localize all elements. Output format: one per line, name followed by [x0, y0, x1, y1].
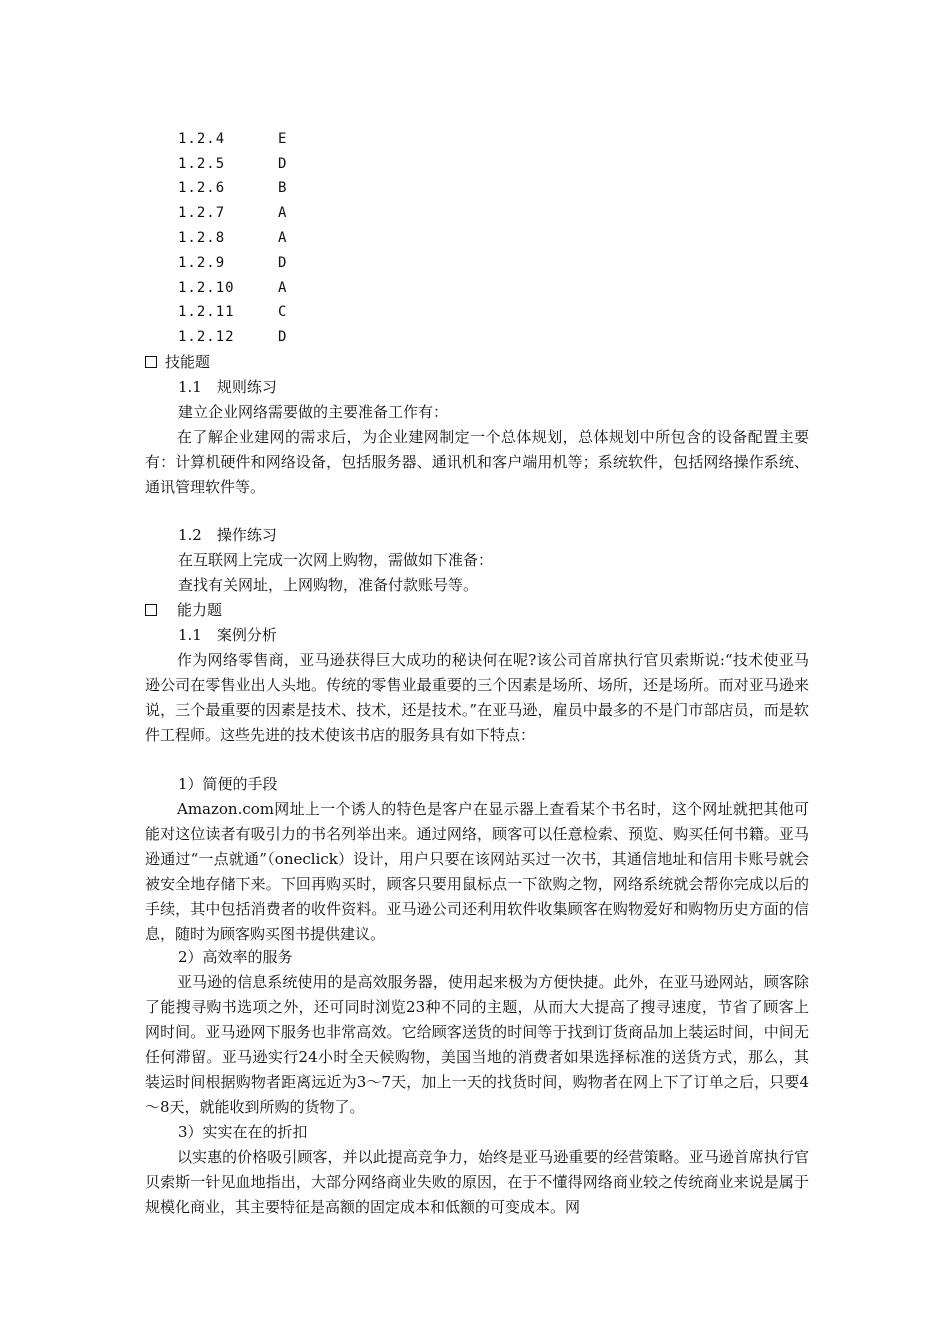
answer-row	[178, 251, 378, 276]
paragraph: 亚马逊的信息系统使用的是高效服务器，使用起来极为方便快捷。此外，在亚马逊网站，顾客除了能搜寻购书选项之外，还可同时浏览23种不同的主题，从而大大提高了搜寻速度，节省了顾客上网时间。亚马逊网下服务也非常高效。它给顾客送货的时间等于找到订货商品加上装运时间，中间无任何滞留。亚马逊实行24小时全天候购物，美国当地的消费者如果选择标准的送货方式，那么，其装运时间根据购物者距离远近为3～7天，加上一天的找货时间，购物者在网上下了订单之后，只要4～8天，就能收到所购的货物了。	[145, 973, 809, 1116]
answer-row	[178, 201, 378, 226]
subsection-title: 1.2 操作练习	[178, 526, 277, 544]
answer-number: 1.2.7	[178, 205, 226, 221]
intro-text: 建立企业网络需要做的主要准备工作有：	[178, 403, 449, 421]
intro-text: 在互联网上完成一次网上购物，需做如下准备：	[178, 551, 494, 569]
answer-value: A	[278, 280, 287, 296]
answer-value: D	[278, 156, 287, 172]
section-heading-ability	[145, 598, 222, 623]
section-heading-text: 能力题	[177, 601, 223, 619]
answer-value: D	[278, 255, 287, 271]
answer-number: 1.2.9	[178, 255, 226, 271]
checkbox-icon	[145, 356, 157, 368]
answer-number: 1.2.4	[178, 131, 226, 147]
section-heading-text: 技能题	[165, 353, 211, 371]
answer-row	[178, 176, 378, 201]
answer-value: B	[278, 180, 287, 196]
answer-value: A	[278, 230, 287, 246]
answer-value: D	[278, 329, 287, 345]
subsection-title: 1.1 案例分析	[178, 626, 277, 644]
answer-value: A	[278, 205, 287, 221]
answer-row	[178, 276, 378, 301]
answer-number: 1.2.6	[178, 180, 226, 196]
answer-number: 1.2.5	[178, 156, 226, 172]
answer-value: C	[278, 304, 287, 320]
answer-number: 1.2.11	[178, 304, 235, 320]
answer-row	[178, 226, 378, 251]
point-title: 2）高效率的服务	[178, 948, 293, 966]
paragraph: 在了解企业建网的需求后，为企业建网制定一个总体规划，总体规划中所包含的设备配置主要有：计算机硬件和网络设备，包括服务器、通讯机和客户端用机等；系统软件，包括网络操作系统、通讯管理软件等。	[145, 428, 809, 496]
answer-row	[178, 127, 378, 152]
paragraph: 以实惠的价格吸引顾客，并以此提高竞争力，始终是亚马逊重要的经营策略。亚马逊首席执行官贝索斯一针见血地指出，大部分网络商业失败的原因，在于不懂得网络商业较之传统商业来说是属于规模化商业，其主要特征是高额的固定成本和低额的可变成本。网	[145, 1148, 809, 1216]
answer-row	[178, 300, 378, 325]
section-heading-skill	[145, 350, 210, 375]
body-text: 查找有关网址，上网购物，准备付款账号等。	[178, 576, 479, 594]
paragraph: Amazon.com网址上一个诱人的特色是客户在显示器上查看某个书名时，这个网址就把其他可能对这位读者有吸引力的书名列举出来。通过网络，顾客可以任意检索、预览、购买任何书籍。亚马逊通过“一点就通”（oneclick）设计，用户只要在该网站买过一次书，其通信地址和信用卡账号就会被安全地存储下来。下回再购买时，顾客只要用鼠标点一下欲购之物，网络系统就会帮你完成以后的手续，其中包括消费者的收件资料。亚马逊公司还利用软件收集顾客在购物爱好和购物历史方面的信息，随时为顾客购买图书提供建议。	[145, 800, 809, 943]
checkbox-icon	[145, 604, 157, 616]
point-title: 3）实实在在的折扣	[178, 1123, 308, 1141]
answer-number: 1.2.8	[178, 230, 226, 246]
point-title: 1）简便的手段	[178, 775, 278, 793]
answer-number: 1.2.12	[178, 329, 235, 345]
answer-row	[178, 325, 378, 350]
answer-value: E	[278, 131, 287, 147]
subsection-title: 1.1 规则练习	[178, 378, 277, 396]
answer-row	[178, 152, 378, 177]
answer-number: 1.2.10	[178, 280, 235, 296]
paragraph: 作为网络零售商，亚马逊获得巨大成功的秘诀何在呢?该公司首席执行官贝索斯说:“技术使亚马逊公司在零售业出人头地。传统的零售业最重要的三个因素是场所、场所，还是场所。而对亚马逊来说，三个最重要的因素是技术、技术，还是技术。”在亚马逊，雇员中最多的不是门市部店员，而是软件工程师。这些先进的技术使该书店的服务具有如下特点：	[145, 651, 809, 744]
